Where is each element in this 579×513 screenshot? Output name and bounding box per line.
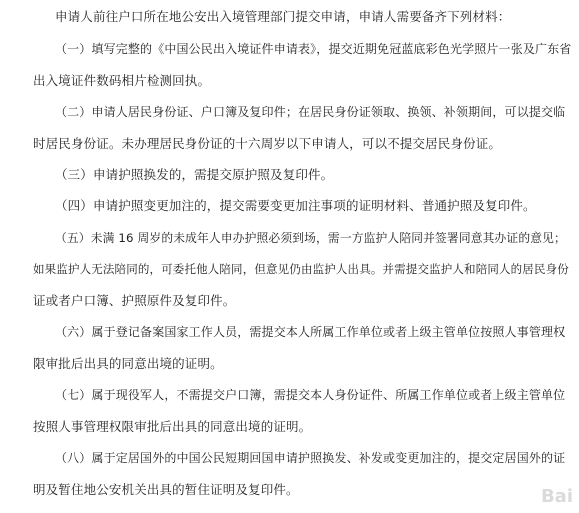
item-4-line-1: （四）申请护照变更加注的，提交需要变更加注事项的证明材料、普通护照及复印件。: [55, 198, 536, 213]
item-2-line-2: 时居民身份证。未办理居民身份证的十六周岁以下申请人，可以不提交居民身份证。: [33, 136, 502, 151]
item-5-line-3: 证或者户口簿、护照原件及复印件。: [33, 293, 236, 308]
watermark-logo: Bai: [540, 486, 573, 507]
item-6-line-2: 限审批后出具的同意出境的证明。: [33, 356, 223, 371]
item-8-line-1: （八）属于定居国外的中国公民短期回国申请护照换发、补发或变更加注的，提交定居国外的证: [55, 451, 566, 465]
item-8-line-2: 明及暂住地公安机关出具的暂住证明及复印件。: [33, 482, 299, 497]
intro-line: 申请人前往户口所在地公安出入境管理部门提交申请，申请人需要备齐下列材料：: [55, 9, 511, 24]
item-6-line-1: （六）属于登记备案国家工作人员，需提交本人所属工作单位或者上级主管单位按照人事管理权: [55, 325, 566, 339]
item-1-line-2: 出入境证件数码相片检测回执。: [33, 73, 211, 88]
item-7-line-1: （七）属于现役军人，不需提交户口簿，需提交本人身份证件、所属工作单位或者上级主管单位: [55, 388, 566, 402]
item-7-line-2: 按照人事管理权限审批后出具的同意出境的证明。: [33, 419, 312, 434]
item-2-line-1: （二）申请人居民身份证、户口簿及复印件；在居民身份证领取、换领、补领期间，可以提交临: [55, 105, 566, 119]
item-3-line-1: （三）申请护照换发的，需提交原护照及复印件。: [55, 167, 334, 182]
item-5-line-2: 如果监护人无法陪同的，可委托他人陪同，但意见仍由监护人出具。并需提交监护人和陪同人的居民身份: [33, 262, 569, 276]
item-5-line-1: （五）未满 16 周岁的未成年人申办护照必须到场，需一方监护人陪同并签署同意其办证的意见；: [55, 231, 566, 245]
item-1-line-1: （一）填写完整的《中国公民出入境证件申请表》，提交近期免冠蓝底彩色光学照片一张及广东省: [55, 42, 572, 56]
